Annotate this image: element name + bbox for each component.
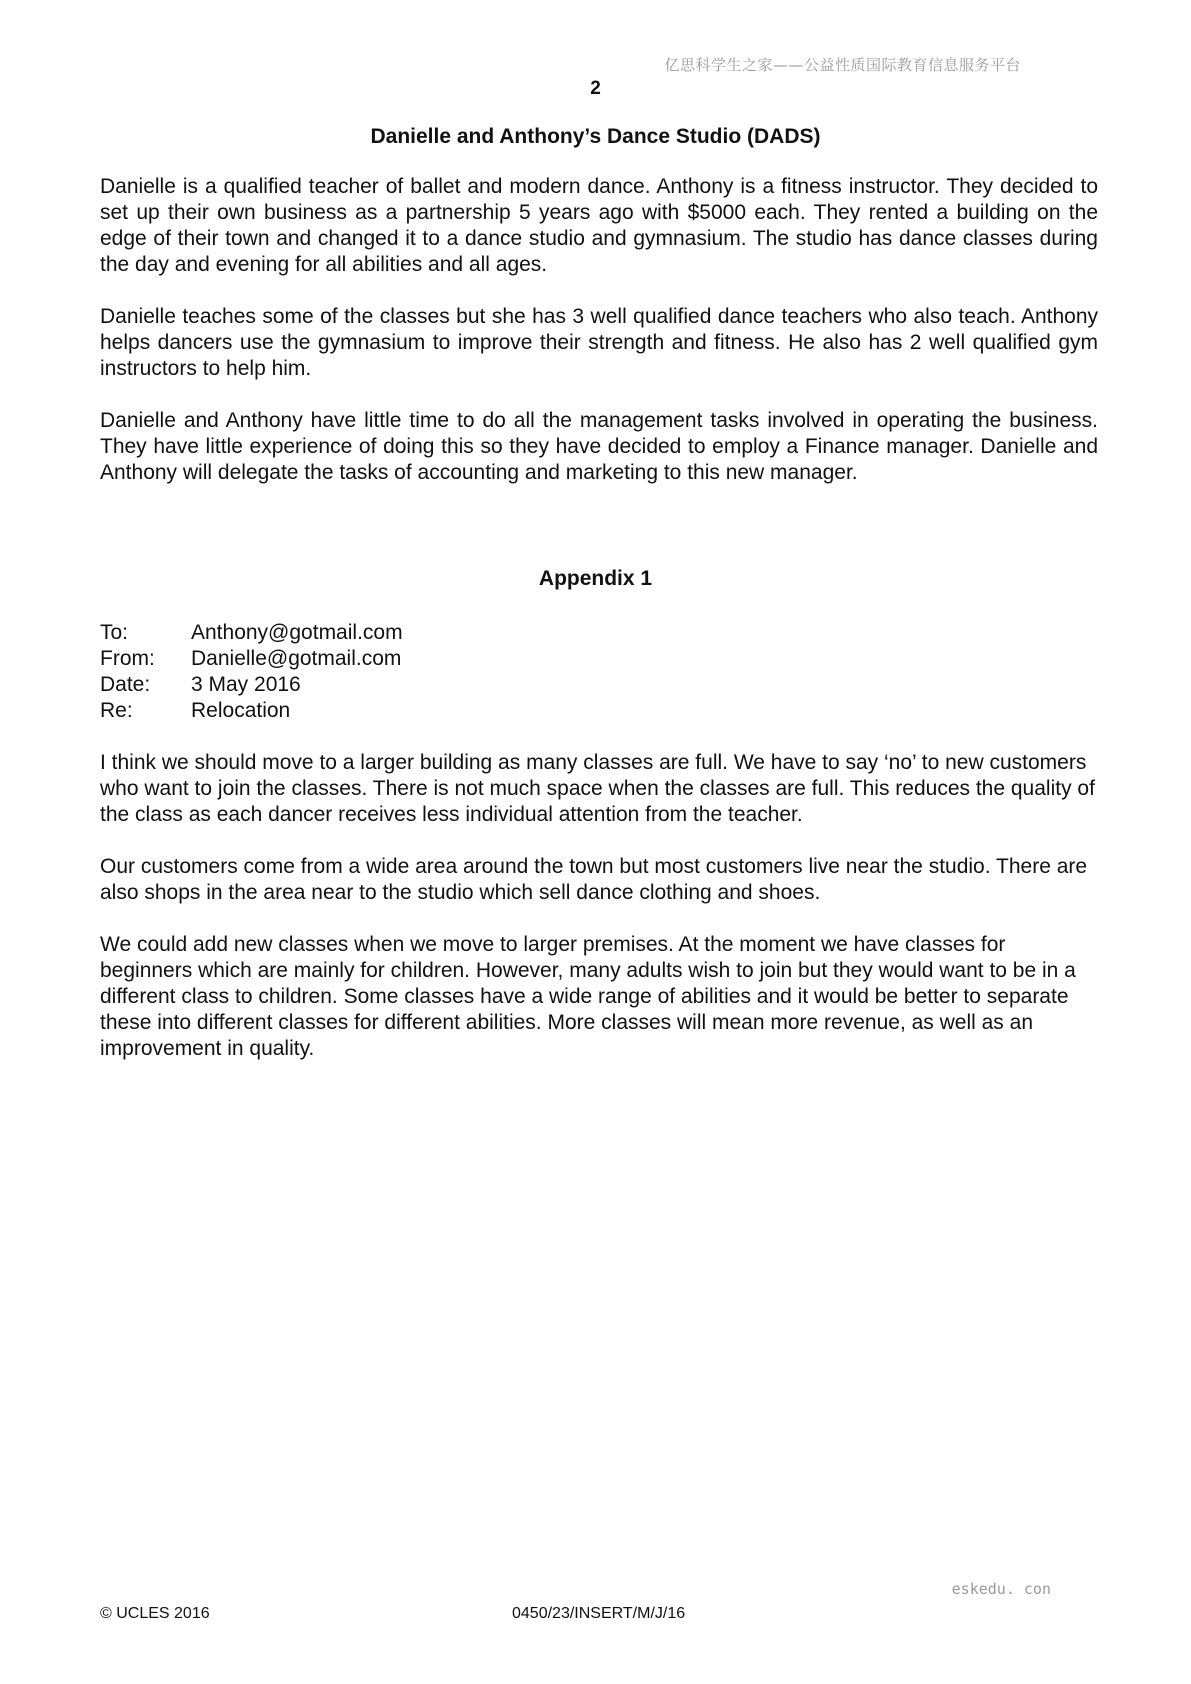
email-paragraph: We could add new classes when we move to larger premises. At the moment we have classes for beginners which are mainly for children. However, many adults wish to join but they would want to be in a different class to children. Some classes have a wide range of abilities and it would be better to separate these into different classes for different abilities. More classes will mean more revenue, as well as an improvement in quality. — [100, 933, 1076, 1060]
email-to-value: Anthony@gotmail.com — [191, 621, 403, 644]
watermark-top: 亿思科学生之家——公益性质国际教育信息服务平台 — [664, 56, 1021, 74]
email-body — [100, 750, 1098, 1088]
footer-copyright: © UCLES 2016 — [100, 1605, 210, 1622]
intro-paragraph: Danielle and Anthony have little time to do all the management tasks involved in operating the business. They have little experience of doing this so they have decided to employ a Finance manager. Danielle and Anthony will delegate the tasks of accounting and marketing to this new manager. — [100, 409, 1098, 484]
email-header — [100, 620, 403, 724]
intro-section — [100, 174, 1098, 512]
email-date-value: 3 May 2016 — [191, 673, 301, 696]
watermark-bottom: eskedu. con — [951, 1580, 1051, 1598]
intro-paragraph: Danielle teaches some of the classes but she has 3 well qualified dance teachers who also teach. Anthony helps dancers use the gymnasium to improve their strength and fitness. He also has 2 well qualified gym instructors to help him. — [100, 305, 1098, 380]
email-re-value: Relocation — [191, 699, 291, 722]
intro-paragraph: Danielle is a qualified teacher of ballet and modern dance. Anthony is a fitness instructor. They decided to set up their own business as a partnership 5 years ago with $5000 each. They rented a building on the edge of their town and changed it to a dance studio and gymnasium. The studio has dance classes during the day and evening for all abilities and all ages. — [100, 175, 1098, 276]
email-paragraph: I think we should move to a larger building as many classes are full. We have to say ‘no’ to new customers who want to join the classes. There is not much space when the classes are full. This reduces the quality of the class as each dancer receives less individual attention from the teacher. — [100, 751, 1095, 826]
email-from-label: From: — [100, 647, 155, 670]
email-date-row — [100, 672, 403, 698]
email-paragraph: Our customers come from a wide area around the town but most customers live near the studio. There are also shops in the area near to the studio which sell dance clothing and shoes. — [100, 855, 1088, 904]
email-from-row — [100, 646, 403, 672]
document-title: Danielle and Anthony’s Dance Studio (DADS) — [370, 125, 821, 148]
email-re-row — [100, 698, 403, 724]
email-re-label: Re: — [100, 699, 133, 722]
email-from-value: Danielle@gotmail.com — [191, 647, 402, 670]
email-date-label: Date: — [100, 673, 151, 696]
footer-code: 0450/23/INSERT/M/J/16 — [512, 1605, 686, 1622]
email-to-label: To: — [100, 621, 129, 644]
appendix-title: Appendix 1 — [538, 567, 653, 590]
email-to-row — [100, 620, 403, 646]
page-number: 2 — [590, 78, 601, 99]
